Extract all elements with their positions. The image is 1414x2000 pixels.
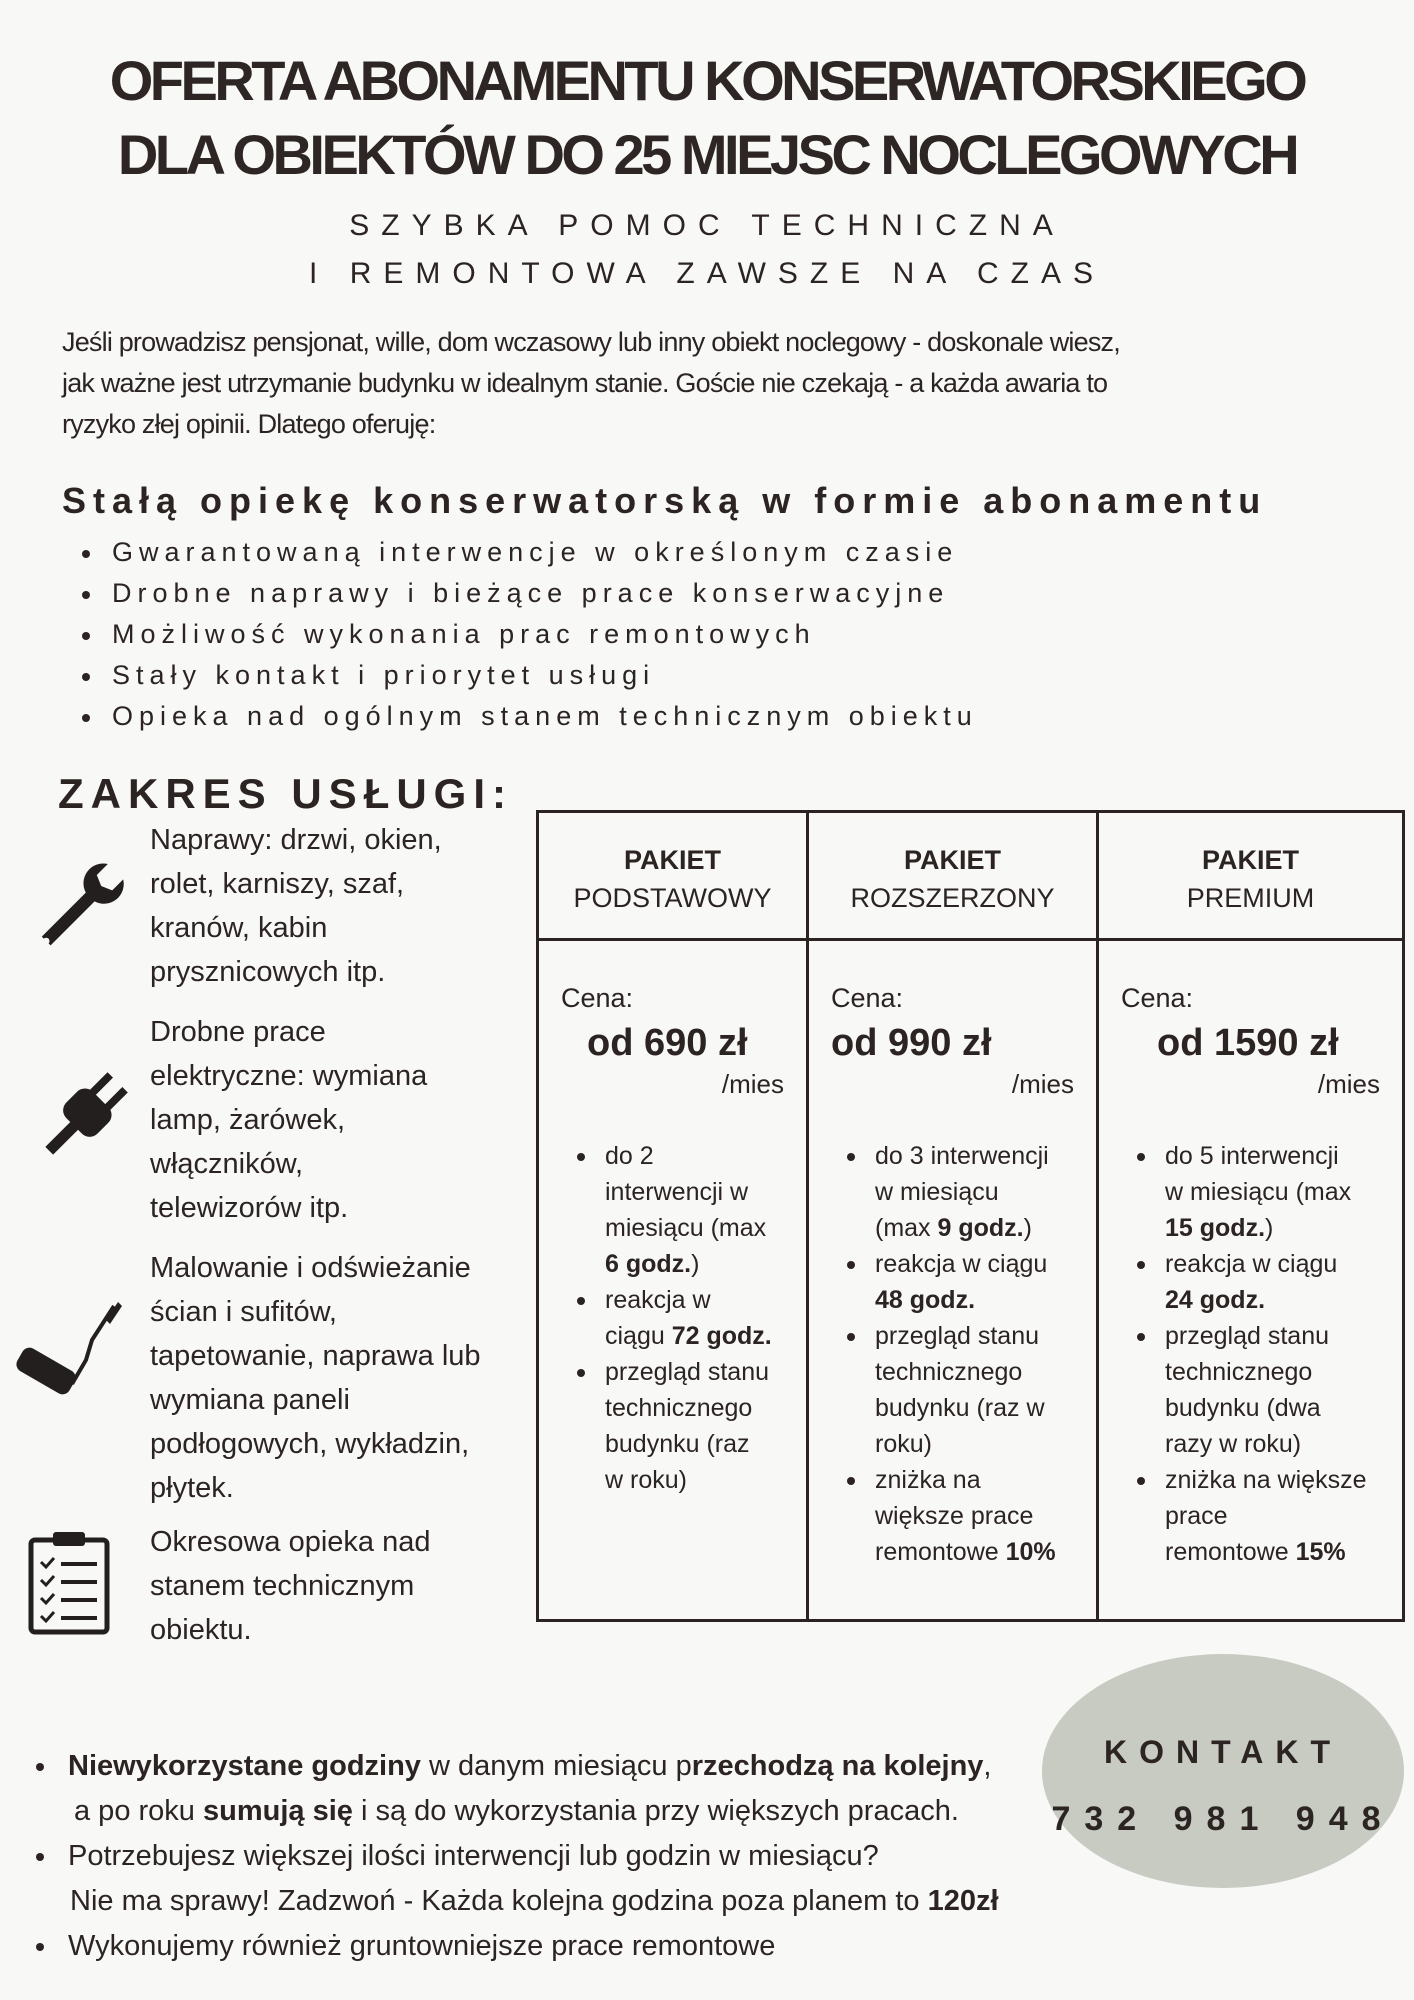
paint-roller-icon <box>14 1300 124 1410</box>
plan-feature: zniżka na większe prace remontowe 10% <box>875 1462 1096 1570</box>
service-line: Okresowa opieka nad <box>150 1526 431 1558</box>
title-line-1: OFERTA ABONAMENTU KONSERWATORSKIEGO <box>109 49 1305 112</box>
offer-item: Drobne naprawy i bieżące prace konserwacyjne <box>82 573 978 614</box>
service-line: elektryczne: wymiana <box>150 1060 428 1092</box>
service-line: telewizorów itp. <box>150 1192 349 1224</box>
price-unit: /mies <box>1011 1069 1074 1099</box>
notes-list <box>32 1744 1112 1969</box>
plan-feature: reakcja w ciągu 72 godz. <box>605 1282 806 1354</box>
service-line: kranów, kabin <box>150 912 328 944</box>
price-value: od 1590 zł <box>1157 1022 1339 1064</box>
plan-label: PAKIET <box>1201 845 1299 875</box>
note-item: Wykonujemy również gruntowniejsze prace remontowe <box>32 1924 1112 1969</box>
subtitle-line-1: SZYBKA POMOC TECHNICZNA <box>349 209 1065 242</box>
service-line: Malowanie i odświeżanie <box>150 1252 471 1284</box>
plan-feature: zniżka na większe prace remontowe 15% <box>1165 1462 1402 1570</box>
plan-features <box>605 1138 806 1498</box>
note-item: Potrzebujesz większej ilości interwencji lub godzin w miesiącu? Nie ma sprawy! Zadzwoń - Każda kolejna godzina poza planem to 120zł <box>32 1834 1112 1924</box>
service-repairs <box>150 818 530 994</box>
service-electrical <box>150 1010 530 1230</box>
price-unit: /mies <box>1317 1069 1380 1099</box>
plan-label: PAKIET <box>623 845 721 875</box>
plans-table <box>536 810 1405 1622</box>
plan-header-extended <box>808 812 1098 940</box>
note-item: Niewykorzystane godziny w danym miesiącu przechodzą na kolejny, a po roku sumują się i są do wykorzystania przy większych pracach. <box>32 1744 1112 1834</box>
page-title <box>0 44 1414 192</box>
plan-premium <box>1098 940 1404 1621</box>
plan-header-basic <box>538 812 808 940</box>
plan-feature: przegląd stanu technicznego budynku (dwa razy w roku) <box>1165 1318 1402 1462</box>
price-label: Cena: <box>561 983 634 1013</box>
service-line: stanem technicznym <box>150 1570 415 1602</box>
offer-item: Możliwość wykonania prac remontowych <box>82 614 978 655</box>
intro-line: jak ważne jest utrzymanie budynku w idealnym stanie. Goście nie czekają - a każda awaria to <box>62 368 1108 398</box>
plan-feature: reakcja w ciągu 48 godz. <box>875 1246 1096 1318</box>
service-line: podłogowych, wykładzin, <box>150 1428 470 1460</box>
service-line: płytek. <box>150 1472 234 1504</box>
plan-basic <box>538 940 808 1621</box>
plan-name: ROZSZERZONY <box>850 883 1055 913</box>
price-value: od 990 zł <box>831 1022 992 1064</box>
service-line: Drobne prace <box>150 1016 326 1048</box>
plan-extended <box>808 940 1098 1621</box>
service-line: wymiana paneli <box>150 1384 350 1416</box>
service-painting <box>150 1246 530 1510</box>
service-line: lamp, żarówek, <box>150 1104 346 1136</box>
service-line: rolet, karniszy, szaf, <box>150 868 405 900</box>
wrench-icon <box>22 842 132 952</box>
service-line: obiektu. <box>150 1614 252 1646</box>
offer-list <box>82 532 978 737</box>
service-line: Naprawy: drzwi, okien, <box>150 824 442 856</box>
price-label: Cena: <box>1121 983 1194 1013</box>
price-label: Cena: <box>831 983 904 1013</box>
plan-header-premium <box>1098 812 1404 940</box>
offer-item: Stały kontakt i priorytet usługi <box>82 655 978 696</box>
plan-feature: do 3 interwencji w miesiącu (max 9 godz.) <box>875 1138 1096 1246</box>
offer-heading: Stałą opiekę konserwatorską w formie abonamentu <box>62 480 1268 521</box>
clipboard-checklist-icon <box>18 1528 128 1638</box>
plan-name: PREMIUM <box>1186 883 1315 913</box>
plug-icon <box>30 1060 140 1170</box>
price-value: od 690 zł <box>587 1022 748 1064</box>
plan-name: PODSTAWOWY <box>573 883 772 913</box>
contact-phone[interactable]: 732 981 948 <box>1051 1800 1395 1838</box>
plan-features <box>875 1138 1096 1570</box>
intro-line: Jeśli prowadzisz pensjonat, wille, dom wczasowy lub inny obiekt noclegowy - doskonale wiesz, <box>62 327 1120 357</box>
contact-label: KONTAKT <box>1103 1734 1343 1770</box>
title-line-2: DLA OBIEKTÓW DO 25 MIEJSC NOCLEGOWYCH <box>117 123 1297 186</box>
plan-label: PAKIET <box>903 845 1001 875</box>
offer-item: Gwarantowaną interwencje w określonym czasie <box>82 532 978 573</box>
service-line: włączników, <box>150 1148 304 1180</box>
plan-feature: do 2 interwencji w miesiącu (max 6 godz.) <box>605 1138 806 1282</box>
plan-feature: reakcja w ciągu 24 godz. <box>1165 1246 1402 1318</box>
intro-paragraph <box>62 322 1362 445</box>
plan-feature: przegląd stanu technicznego budynku (raz w roku) <box>605 1354 806 1498</box>
price-unit: /mies <box>721 1069 784 1099</box>
offer-item: Opieka nad ogólnym stanem technicznym obiektu <box>82 696 978 737</box>
service-technical-care <box>150 1520 530 1652</box>
scope-heading: ZAKRES USŁUGI: <box>58 770 513 817</box>
subtitle-line-2: I REMONTOWA ZAWSZE NA CZAS <box>309 257 1105 290</box>
plan-feature: do 5 interwencji w miesiącu (max 15 godz.) <box>1165 1138 1402 1246</box>
service-line: prysznicowych itp. <box>150 956 386 988</box>
intro-line: ryzyko złej opinii. Dlatego oferuję: <box>62 409 436 439</box>
plan-features <box>1165 1138 1402 1570</box>
service-line: ścian i sufitów, <box>150 1296 337 1328</box>
service-line: tapetowanie, naprawa lub <box>150 1340 481 1372</box>
plan-feature: przegląd stanu technicznego budynku (raz w roku) <box>875 1318 1096 1462</box>
